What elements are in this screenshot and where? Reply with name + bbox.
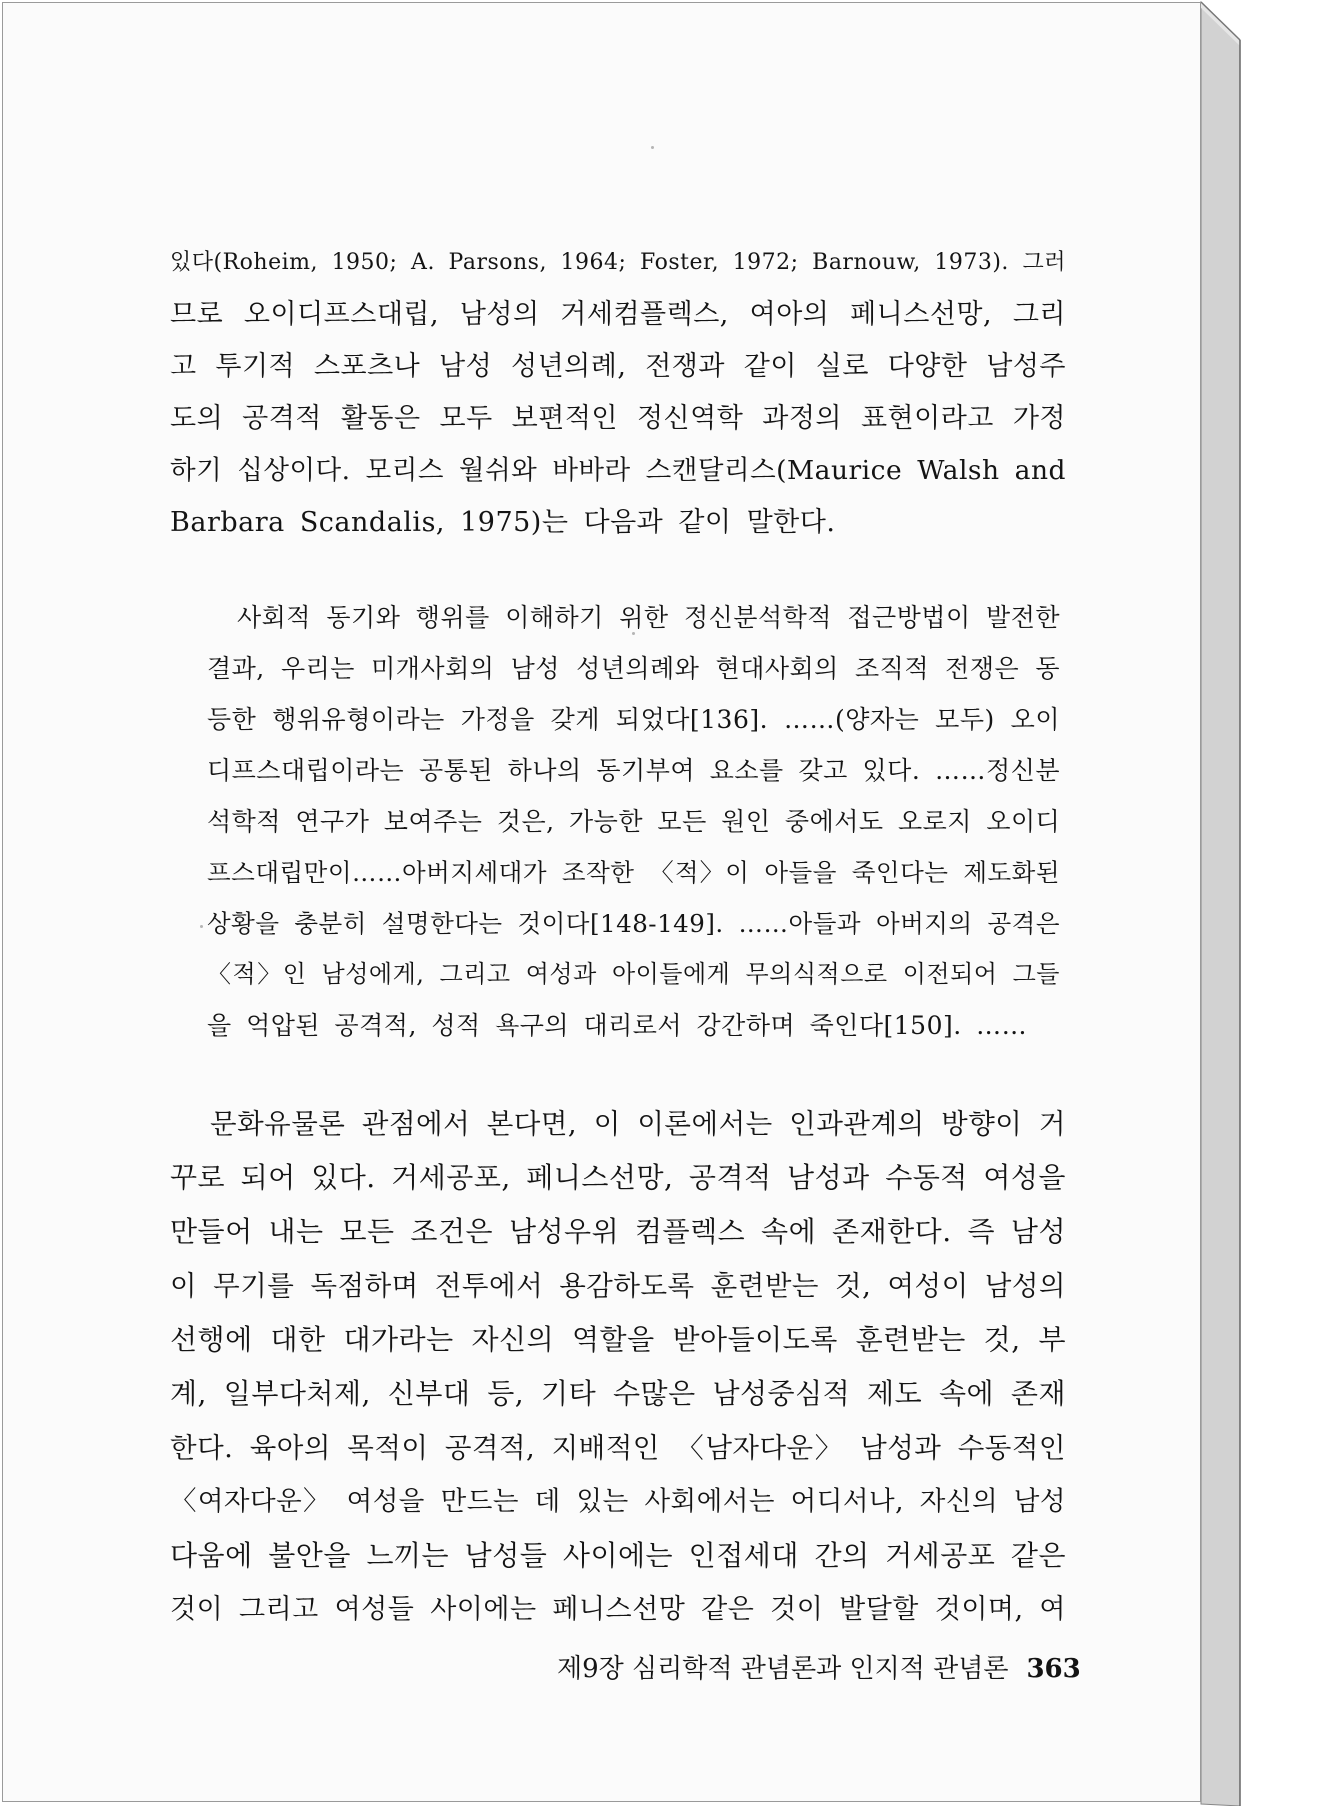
text-line: 선행에 대한 대가라는 자신의 역할을 받아들이도록 훈련받는 것, 부 [170,1323,1066,1356]
quote-line: 사회적 동기와 행위를 이해하기 위한 정신분석학적 접근방법이 발전한 [237,603,1060,632]
quote-line: 석학적 연구가 보여주는 것은, 가능한 모든 원인 중에서도 오로지 오이디 [207,807,1060,836]
body-paragraph-2 [170,1097,1066,1637]
quote-line: 프스대립만이……아버지세대가 조작한 〈적〉이 아들을 죽인다는 제도화된 [207,858,1060,887]
text-line: Barbara Scandalis, 1975)는 다음과 같이 말한다. [170,507,836,538]
quote-line: 등한 행위유형이라는 가정을 갖게 되었다[136]. ……(양자는 모두) 오이 [207,705,1060,734]
running-head: 제9장 심리학적 관념론과 인지적 관념론 [557,1654,1009,1684]
text-line: 한다. 육아의 목적이 공격적, 지배적인 〈남자다운〉 남성과 수동적인 [170,1432,1066,1464]
text-line: 〈여자다운〉 여성을 만드는 데 있는 사회에서는 어디서나, 자신의 남성 [170,1486,1066,1517]
body-paragraph-1 [170,237,1066,549]
text-line: 있다(Roheim, 1950; A. Parsons, 1964; Foster, 1972; Barnouw, 1973). 그러 [170,250,1066,275]
quote-line: 상황을 충분히 설명한다는 것이다[148-149]. ……아들과 아버지의 공격은 [207,909,1060,938]
block-quote [207,592,1060,1051]
text-line: 다움에 불안을 느끼는 남성들 사이에는 인접세대 간의 거세공포 같은 [170,1539,1066,1572]
scan-speck [200,925,203,928]
text-line: 것이 그리고 여성들 사이에는 페니스선망 같은 것이 발달할 것이며, 여 [170,1594,1066,1625]
text-line: 고 투기적 스포츠나 남성 성년의례, 전쟁과 같이 실로 다양한 남성주 [170,351,1066,382]
text-line: 만들어 내는 모든 조건은 남성우위 컴플렉스 속에 존재한다. 즉 남성 [170,1215,1066,1248]
text-line: 므로 오이디프스대립, 남성의 거세컴플렉스, 여아의 페니스선망, 그리 [170,299,1066,330]
quote-line: 결과, 우리는 미개사회의 남성 성년의례와 현대사회의 조직적 전쟁은 동 [207,654,1060,683]
quote-line: 을 억압된 공격적, 성적 욕구의 대리로서 강간하며 죽인다[150]. …… [207,1011,1028,1040]
quote-line: 〈적〉인 남성에게, 그리고 여성과 아이들에게 무의식적으로 이전되어 그들 [207,960,1060,988]
text-line: 이 무기를 독점하며 전투에서 용감하도록 훈련받는 것, 여성이 남성의 [170,1270,1066,1302]
page-number: 363 [1026,1654,1081,1684]
scan-speck [651,146,654,149]
page-footer [557,1649,1081,1689]
text-line: 문화유물론 관점에서 본다면, 이 이론에서는 인과관계의 방향이 거 [210,1108,1066,1140]
quote-line: 디프스대립이라는 공통된 하나의 동기부여 요소를 갖고 있다. ……정신분 [207,756,1060,785]
text-line: 하기 십상이다. 모리스 월쉬와 바바라 스캔달리스(Maurice Walsh and [170,455,1066,486]
text-line: 꾸로 되어 있다. 거세공포, 페니스선망, 공격적 남성과 수동적 여성을 [170,1161,1066,1194]
text-line: 도의 공격적 활동은 모두 보편적인 정신역학 과정의 표현이라고 가정 [170,403,1066,434]
text-line: 계, 일부다처제, 신부대 등, 기타 수많은 남성중심적 제도 속에 존재 [170,1377,1066,1410]
